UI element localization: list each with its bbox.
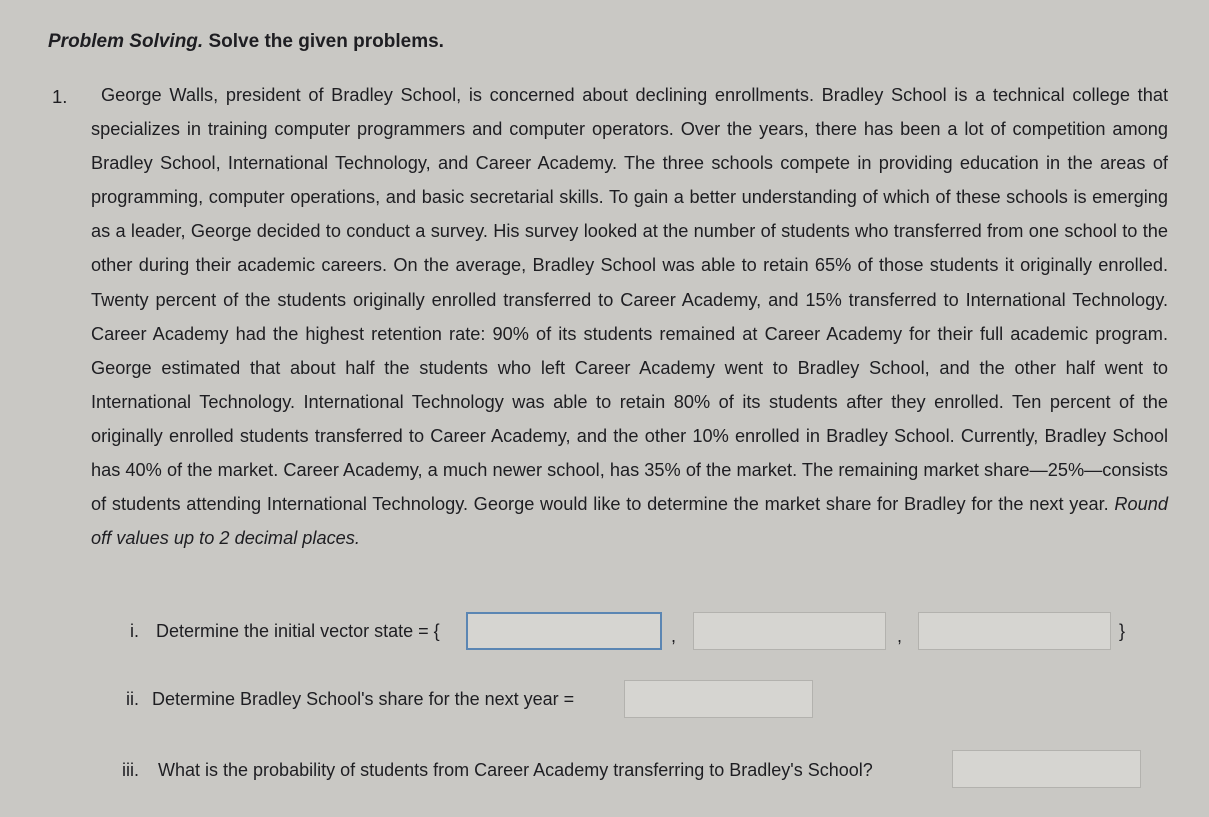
vector-separator-2: , <box>897 626 903 646</box>
vector-separator-1: , <box>671 626 677 646</box>
problem-text <box>91 78 1168 555</box>
question-iii <box>122 760 873 781</box>
question-iii-text: What is the probability of students from Career Academy transferring to Bradley's School? <box>158 760 873 780</box>
heading-rest: Solve the given problems. <box>203 31 444 52</box>
question-iii-label: iii. <box>122 760 139 780</box>
question-ii-label: ii. <box>126 689 139 709</box>
vector-close-brace: } <box>1119 621 1126 641</box>
heading-italic: Problem Solving. <box>48 31 204 52</box>
probability-input[interactable] <box>952 750 1141 788</box>
bradley-share-input[interactable] <box>624 680 813 718</box>
question-i <box>130 621 440 642</box>
question-i-label: i. <box>130 621 139 641</box>
question-ii-text: Determine Bradley School's share for the next year = <box>152 689 575 709</box>
question-ii <box>126 689 574 710</box>
vector-input-2[interactable] <box>693 612 886 650</box>
problem-number: 1. <box>52 86 68 107</box>
rounding-instruction: Round off values up to 2 decimal places. <box>91 494 1168 549</box>
section-heading <box>48 31 444 53</box>
vector-input-3[interactable] <box>918 612 1111 650</box>
question-i-text: Determine the initial vector state = { <box>156 621 440 641</box>
vector-input-1[interactable] <box>466 612 662 650</box>
problem-body: George Walls, president of Bradley School, is concerned about declining enrollments. Bradley School is a technical college that specializes in training computer programmers and computer operators. Over the years, there has been a lot of competition among Bradley School, International Technology, and Career Academy. The three schools compete in providing education in the areas of programming, computer operations, and basic secretarial skills. To gain a better understanding of which of these schools is emerging as a leader, George decided to conduct a survey. His survey looked at the number of students who transferred from one school to the other during their academic careers. On the average, Bradley School was able to retain 65% of those students it originally enrolled. Twenty percent of the students originally enrolled transferred to Career Academy, and 15% transferred to International Technology. Career Academy had the highest retention rate: 90% of its students remained at Career Academy for their full academic program. George estimated that about half the students who left Career Academy went to Bradley School, and the other half went to International Technology. International Technology was able to retain 80% of its students after they enrolled. Ten percent of the originally enrolled students transferred to Career Academy, and the other 10% enrolled in Bradley School. Currently, Bradley School has 40% of the market. Career Academy, a much newer school, has 35% of the market. The remaining market share—25%—consists of students attending International Technology. George would like to determine the market share for Bradley for the next year. <box>91 85 1168 515</box>
